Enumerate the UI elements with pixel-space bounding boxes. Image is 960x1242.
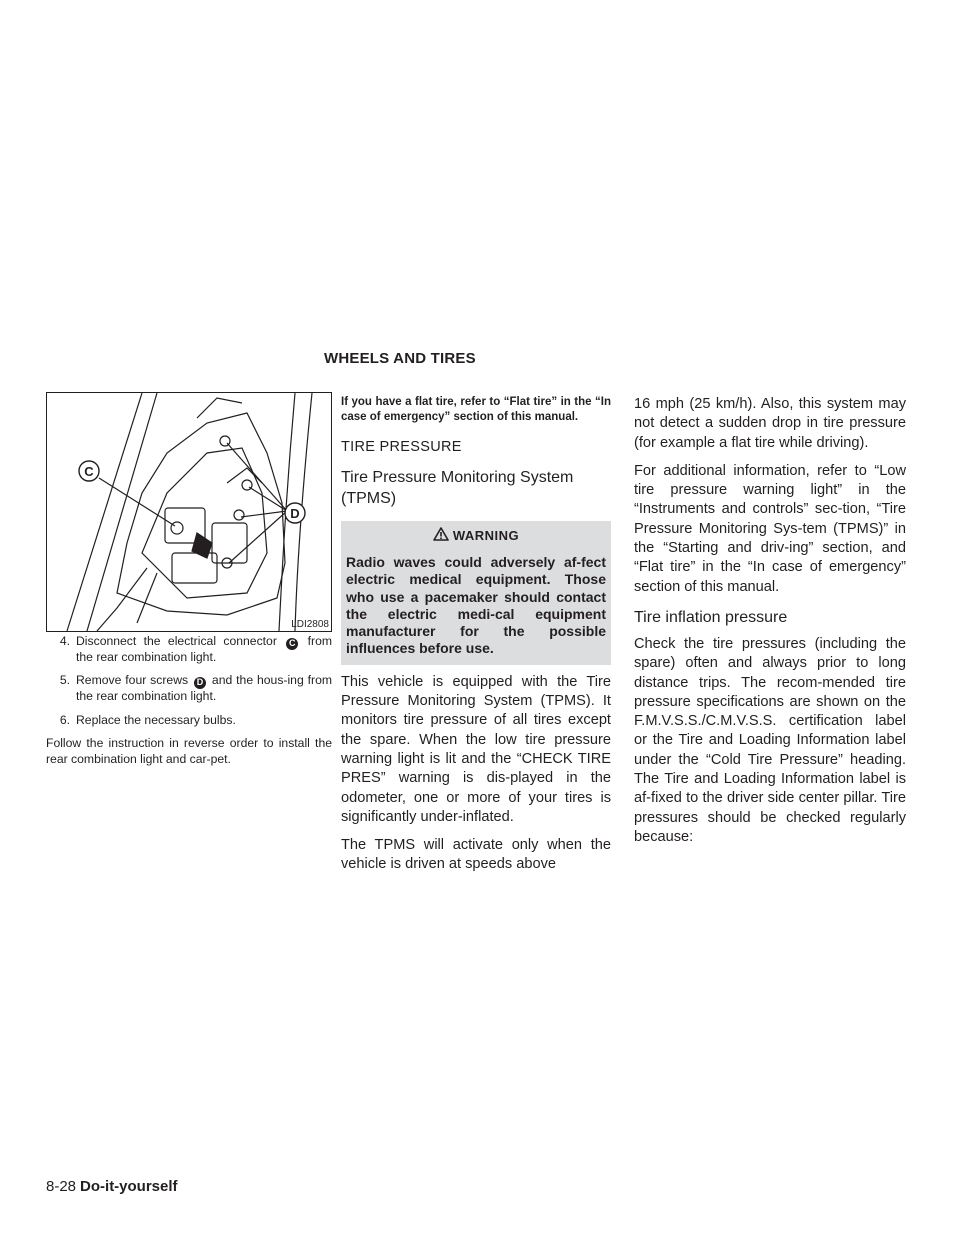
warning-body: Radio waves could adversely af-fect electric medical equipment. Those who use a pacemaker should contact the electric medi-cal equipment manufacturer for the possible influences before use. — [346, 554, 606, 657]
step-number: 5. — [59, 673, 70, 688]
step-4 — [46, 634, 332, 665]
step-text: from the rear combination light. — [76, 634, 332, 664]
step-5 — [46, 673, 332, 704]
column-2 — [341, 395, 611, 875]
tpms-activation-paragraph: The TPMS will activate only when the vehicle is driven at speeds above — [341, 837, 611, 873]
step-text: and the hous-ing from the rear combination light. — [76, 673, 333, 703]
tpms-paragraph: This vehicle is equipped with the Tire Pressure Monitoring System (TPMS). It monitors tire pressure of all tires except the spare. When the low tire pressure warning light is lit and the “CHECK TIRE PRES” warning is dis-played in the odometer, one or more of your tires is significantly under-inflated. — [341, 673, 611, 825]
chapter-name: Do-it-yourself — [80, 1178, 178, 1195]
column-3 — [634, 395, 906, 847]
page-footer — [46, 1178, 178, 1195]
rear-light-illustration — [46, 392, 332, 632]
flat-tire-note: If you have a flat tire, refer to “Flat tire” in the “In case of emergency” section of this manual. — [341, 396, 611, 423]
warning-title: WARNING — [452, 528, 520, 543]
step-text: Disconnect the electrical connector — [76, 634, 277, 648]
callout-c: C — [84, 464, 94, 479]
additional-info-paragraph: For additional information, refer to “Low tire pressure warning light” in the “Instruments and controls” sec-tion, “Tire Pressure Monitoring Sys-tem (TPMS)” in the “Starting and driv-ing” section, and “Flat tire” in the “In case of emergency” section of this manual. — [634, 462, 906, 595]
tire-pressure-heading: TIRE PRESSURE — [341, 439, 462, 455]
warning-triangle-icon — [433, 527, 449, 544]
section-header: WHEELS AND TIRES — [324, 350, 476, 367]
step-number: 6. — [59, 712, 70, 727]
rear-light-drawing — [47, 393, 331, 631]
warning-title-row — [346, 527, 606, 544]
inflation-pressure-heading: Tire inflation pressure — [634, 608, 788, 626]
reinstall-paragraph: Follow the instruction in reverse order to install the rear combination light and car-pet. — [46, 736, 332, 766]
step-6 — [46, 713, 332, 729]
inflation-pressure-paragraph: Check the tire pressures (including the spare) often and always prior to long distance trips. The recom-mended tire pressure specifications are shown on the F.M.V.S.S./C.M.V.S.S. certification label or the Tire and Loading Information label under the “Cold Tire Pressure” heading. The Tire and Loading Information label is af-fixed to the driver side center pillar. Tire pressures should be checked regularly because: — [634, 635, 906, 845]
page-number: 8-28 — [46, 1178, 77, 1195]
callout-d-badge: D — [194, 677, 206, 689]
step-number: 4. — [59, 634, 70, 648]
callout-d: D — [290, 506, 300, 521]
tpms-heading: Tire Pressure Monitoring System (TPMS) — [341, 469, 574, 507]
step-text: Replace the necessary bulbs. — [76, 712, 236, 727]
figure-label: LDI2808 — [291, 619, 329, 630]
callout-c-badge: C — [286, 638, 298, 650]
step-text: Remove four screws — [76, 673, 189, 688]
column-1 — [46, 634, 332, 767]
tpms-speed-paragraph: 16 mph (25 km/h). Also, this system may not detect a sudden drop in tire pressure (for example a flat tire while driving). — [634, 396, 906, 451]
warning-box — [341, 521, 611, 665]
